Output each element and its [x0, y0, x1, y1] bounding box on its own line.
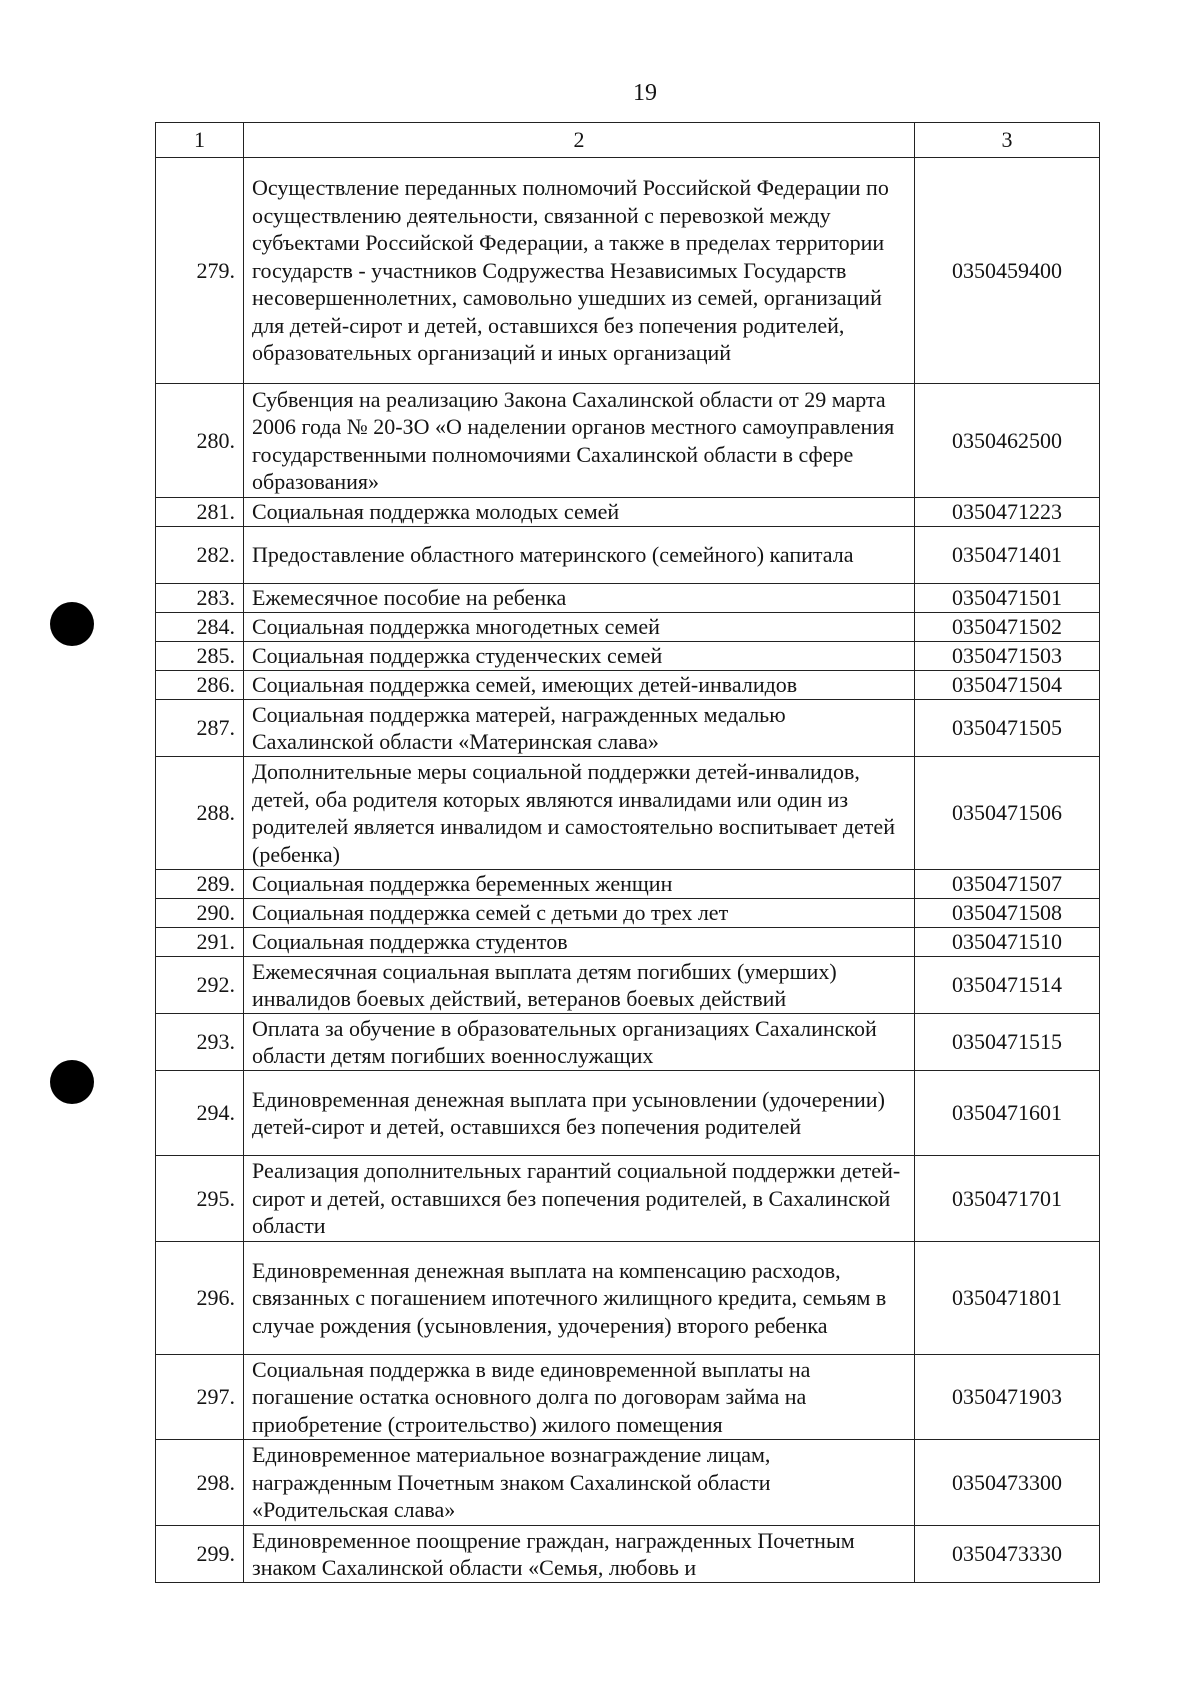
row-number: 283. — [156, 584, 244, 613]
row-number: 287. — [156, 700, 244, 757]
table-row — [156, 158, 1100, 384]
column-header: 1 — [156, 123, 244, 158]
row-description: Ежемесячное пособие на ребенка — [244, 584, 915, 613]
row-number: 290. — [156, 899, 244, 928]
row-code: 0350471601 — [915, 1071, 1100, 1156]
row-description: Оплата за обучение в образовательных организациях Сахалинской области детям погибших военнослужащих — [244, 1014, 915, 1071]
row-number: 299. — [156, 1526, 244, 1583]
row-code: 0350459400 — [915, 158, 1100, 384]
row-description: Социальная поддержка семей, имеющих детей-инвалидов — [244, 671, 915, 700]
row-number: 296. — [156, 1242, 244, 1355]
row-description: Социальная поддержка молодых семей — [244, 498, 915, 527]
row-code: 0350471514 — [915, 957, 1100, 1014]
table-row — [156, 584, 1100, 613]
column-header: 3 — [915, 123, 1100, 158]
table-row — [156, 671, 1100, 700]
row-description: Социальная поддержка в виде единовременной выплаты на погашение остатка основного долга по договорам займа на приобретение (строительство) жилого помещения — [244, 1355, 915, 1440]
row-number: 298. — [156, 1440, 244, 1526]
table-row — [156, 757, 1100, 870]
row-code: 0350471501 — [915, 584, 1100, 613]
row-description: Предоставление областного материнского (семейного) капитала — [244, 527, 915, 584]
table-row — [156, 613, 1100, 642]
row-code: 0350473330 — [915, 1526, 1100, 1583]
row-code: 0350471223 — [915, 498, 1100, 527]
row-number: 295. — [156, 1156, 244, 1242]
row-number: 293. — [156, 1014, 244, 1071]
row-code: 0350471903 — [915, 1355, 1100, 1440]
row-code: 0350471515 — [915, 1014, 1100, 1071]
row-description: Социальная поддержка студентов — [244, 928, 915, 957]
table-row — [156, 1156, 1100, 1242]
row-description: Дополнительные меры социальной поддержки детей-инвалидов, детей, оба родителя которых являются инвалидами или один из родителей является инвалидом и самостоятельно воспитывает детей (ребенка) — [244, 757, 915, 870]
table-row — [156, 1440, 1100, 1526]
row-code: 0350471506 — [915, 757, 1100, 870]
page-number: 19 — [633, 80, 657, 106]
table-row — [156, 384, 1100, 498]
row-code: 0350471503 — [915, 642, 1100, 671]
row-number: 294. — [156, 1071, 244, 1156]
table-row — [156, 642, 1100, 671]
table-row — [156, 899, 1100, 928]
table-row — [156, 1071, 1100, 1156]
table-row — [156, 1014, 1100, 1071]
table-row — [156, 928, 1100, 957]
row-number: 292. — [156, 957, 244, 1014]
table-header-row — [156, 123, 1100, 158]
row-description: Единовременное материальное вознаграждение лицам, награжденным Почетным знаком Сахалинской области «Родительская слава» — [244, 1440, 915, 1526]
row-description: Единовременная денежная выплата при усыновлении (удочерении) детей-сирот и детей, оставшихся без попечения родителей — [244, 1071, 915, 1156]
row-number: 279. — [156, 158, 244, 384]
table-row — [156, 498, 1100, 527]
row-number: 289. — [156, 870, 244, 899]
row-number: 285. — [156, 642, 244, 671]
row-code: 0350471504 — [915, 671, 1100, 700]
table-row — [156, 1355, 1100, 1440]
table-row — [156, 700, 1100, 757]
row-description: Реализация дополнительных гарантий социальной поддержки детей-сирот и детей, оставшихся без попечения родителей, в Сахалинской области — [244, 1156, 915, 1242]
table-row — [156, 870, 1100, 899]
row-number: 280. — [156, 384, 244, 498]
row-code: 0350471701 — [915, 1156, 1100, 1242]
row-code: 0350471508 — [915, 899, 1100, 928]
row-description: Единовременная денежная выплата на компенсацию расходов, связанных с погашением ипотечного жилищного кредита, семьям в случае рождения (усыновления, удочерения) второго ребенка — [244, 1242, 915, 1355]
row-code: 0350471502 — [915, 613, 1100, 642]
punch-hole — [50, 602, 94, 646]
row-number: 288. — [156, 757, 244, 870]
row-number: 297. — [156, 1355, 244, 1440]
table-row — [156, 1526, 1100, 1583]
row-description: Социальная поддержка студенческих семей — [244, 642, 915, 671]
row-code: 0350471507 — [915, 870, 1100, 899]
row-code: 0350471801 — [915, 1242, 1100, 1355]
table-row — [156, 527, 1100, 584]
row-code: 0350471510 — [915, 928, 1100, 957]
row-code: 0350473300 — [915, 1440, 1100, 1526]
row-description: Социальная поддержка семей с детьми до трех лет — [244, 899, 915, 928]
row-code: 0350462500 — [915, 384, 1100, 498]
row-number: 291. — [156, 928, 244, 957]
row-description: Социальная поддержка многодетных семей — [244, 613, 915, 642]
table-row — [156, 1242, 1100, 1355]
budget-code-table — [155, 122, 1100, 1583]
punch-hole — [50, 1060, 94, 1104]
row-description: Ежемесячная социальная выплата детям погибших (умерших) инвалидов боевых действий, ветеранов боевых действий — [244, 957, 915, 1014]
row-number: 286. — [156, 671, 244, 700]
row-code: 0350471505 — [915, 700, 1100, 757]
table-row — [156, 957, 1100, 1014]
row-number: 282. — [156, 527, 244, 584]
row-description: Социальная поддержка матерей, награжденных медалью Сахалинской области «Материнская слава» — [244, 700, 915, 757]
row-number: 284. — [156, 613, 244, 642]
row-code: 0350471401 — [915, 527, 1100, 584]
column-header: 2 — [244, 123, 915, 158]
row-description: Субвенция на реализацию Закона Сахалинской области от 29 марта 2006 года № 20-ЗО «О наделении органов местного самоуправления государственными полномочиями Сахалинской области в сфере образования» — [244, 384, 915, 498]
row-description: Осуществление переданных полномочий Российской Федерации по осуществлению деятельности, связанной с перевозкой между субъектами Российской Федерации, а также в пределах территории государств - участников Содружества Независимых Государств несовершеннолетних, самовольно ушедших из семей, организаций для детей-сирот и детей, оставшихся без попечения родителей, образовательных организаций и иных организаций — [244, 158, 915, 384]
row-number: 281. — [156, 498, 244, 527]
row-description: Социальная поддержка беременных женщин — [244, 870, 915, 899]
row-description: Единовременное поощрение граждан, награжденных Почетным знаком Сахалинской области «Семья, любовь и — [244, 1526, 915, 1583]
